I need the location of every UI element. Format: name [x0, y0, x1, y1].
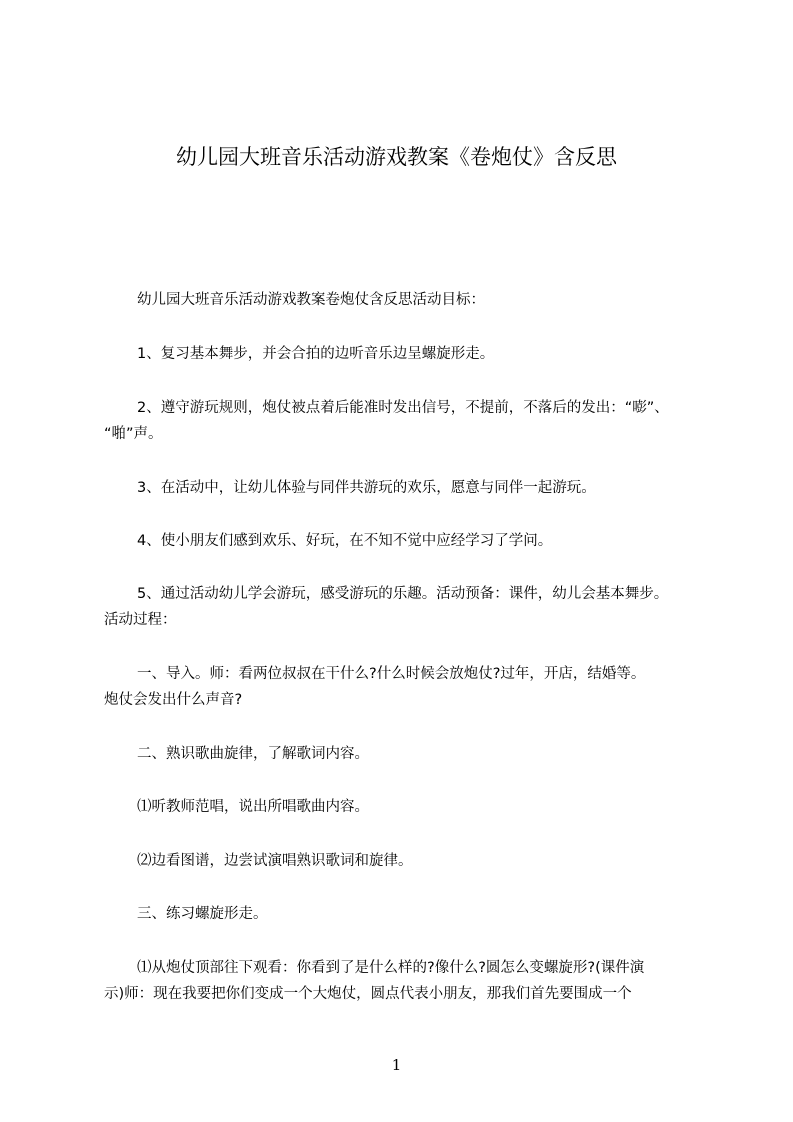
- paragraph-goal-1: [104, 341, 724, 367]
- paragraph-step-3-1: [104, 955, 724, 1007]
- text-line: 一、导入。师：看两位叔叔在干什么?什么时候会放炮仗?过年，开店，结婚等。: [137, 666, 646, 682]
- text-line: 二、熟识歌曲旋律，了解歌词内容。: [137, 746, 369, 762]
- paragraph-goal-2: [104, 395, 724, 447]
- text-line: ⑴从炮仗顶部往下观看：你看到了是什么样的?像什么?圆怎么变螺旋形?(课件演: [137, 960, 645, 976]
- paragraph-step-2: [104, 741, 724, 767]
- text-line: 2、遵守游玩规则，炮仗被点着后能准时发出信号，不提前，不落后的发出：“嘭”、: [137, 400, 669, 416]
- text-line: 三、练习螺旋形走。: [137, 906, 268, 922]
- text-line: 4、使小朋友们感到欢乐、好玩，在不知不觉中应经学习了学问。: [137, 533, 553, 549]
- text-line: 3、在活动中，让幼儿体验与同伴共游玩的欢乐，愿意与同伴一起游玩。: [137, 480, 596, 496]
- paragraph-step-2-1: [104, 794, 724, 820]
- text-line: ⑴听教师范唱，说出所唱歌曲内容。: [137, 799, 369, 815]
- paragraph-goal-5: [104, 581, 724, 633]
- text-line: “啪”声。: [104, 426, 163, 442]
- paragraph-step-1: [104, 661, 724, 713]
- paragraph-goal-3: [104, 475, 724, 501]
- text-line: 5、通过活动幼儿学会游玩，感受游玩的乐趣。活动预备：课件，幼儿会基本舞步。: [137, 586, 669, 602]
- paragraph-step-2-2: [104, 848, 724, 874]
- text-line: 活动过程：: [104, 612, 177, 628]
- text-line: ⑵边看图谱，边尝试演唱熟识歌词和旋律。: [137, 853, 413, 869]
- text-line: 1、复习基本舞步，并会合拍的边听音乐边呈螺旋形走。: [137, 346, 495, 362]
- page-number: 1: [391, 1056, 402, 1074]
- paragraph-goal-4: [104, 528, 724, 554]
- paragraph-step-3: [104, 901, 724, 927]
- document-title: 幼儿园大班音乐活动游戏教案《卷炮仗》含反思: [176, 145, 617, 169]
- text-line: 示)师：现在我要把你们变成一个大炮仗，圆点代表小朋友，那我们首先要围成一个: [104, 986, 632, 1002]
- text-line: 炮仗会发出什么声音?: [104, 692, 243, 708]
- paragraph-intro: [104, 287, 724, 313]
- text-line: 幼儿园大班音乐活动游戏教案卷炮仗含反思活动目标：: [137, 292, 485, 308]
